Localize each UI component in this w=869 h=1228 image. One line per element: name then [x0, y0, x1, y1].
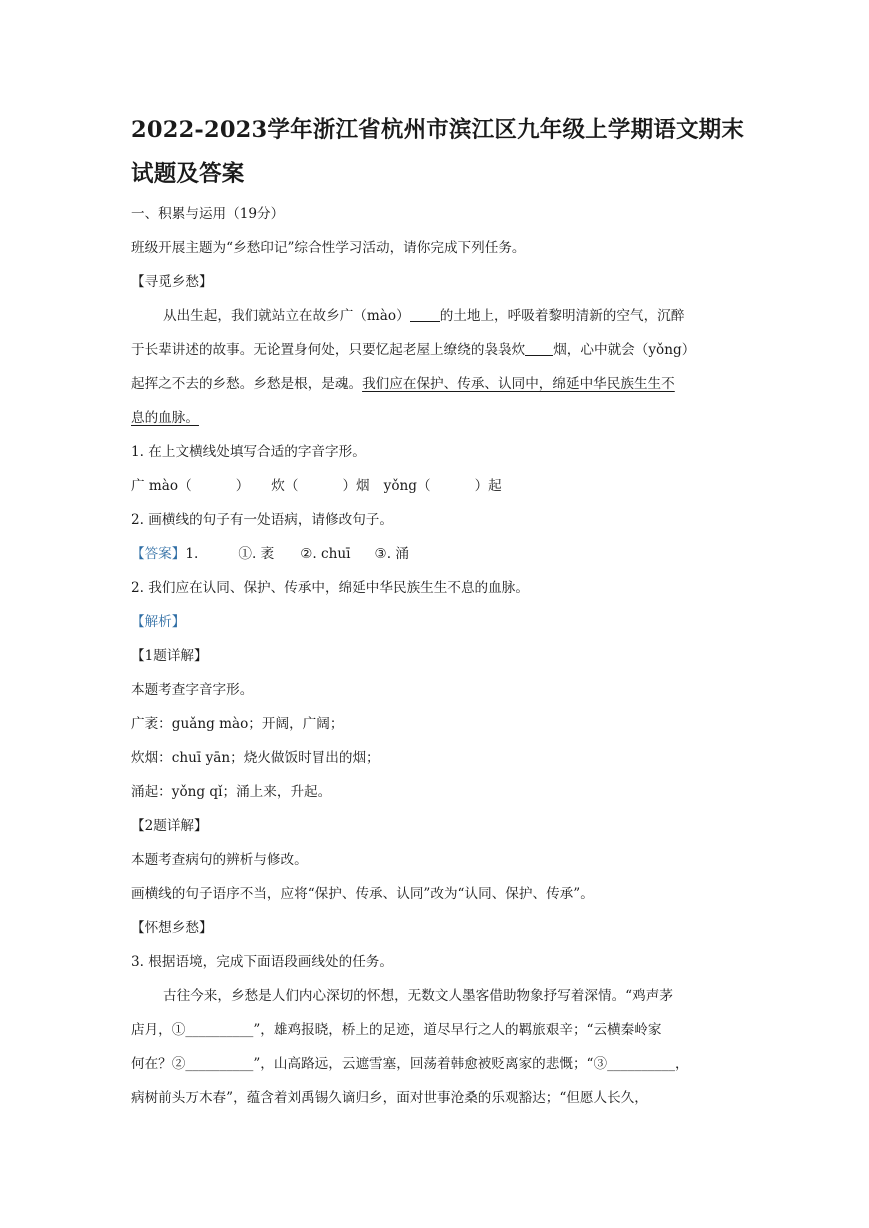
- fill-label: ）: [235, 478, 250, 494]
- passage-line-3: [131, 374, 675, 394]
- answer-line: [131, 544, 409, 564]
- question-1: 1. 在上文横线处填写合适的字音字形。: [131, 444, 366, 460]
- question-3: 3. 根据语境，完成下面语段画线处的任务。: [131, 954, 393, 970]
- fill-label: 炊（: [271, 478, 299, 494]
- passage-2-line-3: 何在？②__________”，山高路远，云遮雪塞，回荡着韩愈被贬离家的悲慨；“③__________，: [131, 1056, 689, 1072]
- detail-2-tag: 【2题详解】: [131, 818, 208, 834]
- detail-1-intro: 本题考查字音字形。: [131, 682, 254, 698]
- answer-tag: 【答案】: [131, 546, 186, 562]
- fill-label: ）起: [474, 478, 502, 494]
- answer-item: ③. 涌: [374, 546, 409, 562]
- answer-item: ①. 袤: [238, 546, 275, 562]
- intro-text: 班级开展主题为“乡愁印记”综合性学习活动，请你完成下列任务。: [131, 240, 526, 256]
- passage-text: 从出生起，我们就站立在故乡广（mào）: [163, 308, 410, 324]
- detail-1-item: 炊烟：chuī yān；烧火做饭时冒出的烟；: [131, 750, 380, 766]
- subheading-seek-nostalgia: 【寻觅乡愁】: [131, 274, 213, 290]
- passage-2-line-1: 古往今来，乡愁是人们内心深切的怀想，无数文人墨客借助物象抒写着深情。“鸡声茅: [163, 988, 673, 1004]
- fill-label: ）烟: [342, 478, 370, 494]
- passage-line-1: [163, 306, 684, 326]
- detail-1-item: 涌起：yǒng qǐ；涌上来，升起。: [131, 784, 332, 800]
- underlined-sentence: 我们应在保护、传承、认同中，绵延中华民族生生不: [362, 376, 675, 392]
- passage-2-line-2: 店月，①__________”，雄鸡报晓，桥上的足迹，道尽早行之人的羁旅艰辛；“云横秦岭家: [131, 1022, 662, 1038]
- document-title-line-2: 试题及答案: [131, 161, 245, 187]
- passage-text: 于长辈讲述的故事。无论置身何处，只要忆起老屋上缭绕的袅袅炊: [131, 342, 526, 358]
- question-1-fill-line: [131, 476, 502, 496]
- fill-blank: [525, 341, 553, 356]
- detail-1-item: 广袤：guǎng mào；开阔，广阔；: [131, 716, 344, 732]
- passage-2-line-4: 病树前头万木春”，蕴含着刘禹锡久谪归乡，面对世事沧桑的乐观豁达；“但愿人长久，: [131, 1090, 648, 1106]
- underlined-sentence-end: 息的血脉。: [131, 410, 199, 426]
- fill-label: 广 mào（: [131, 478, 192, 494]
- detail-2-intro: 本题考查病句的辨析与修改。: [131, 852, 308, 868]
- passage-text: 起挥之不去的乡愁。乡愁是根，是魂。: [131, 376, 363, 392]
- fill-blank: [410, 307, 440, 322]
- answer-2: 2. 我们应在认同、保护、传承中，绵延中华民族生生不息的血脉。: [131, 580, 529, 596]
- passage-line-4: [131, 408, 199, 428]
- passage-line-2: [131, 340, 695, 360]
- detail-2-text: 画横线的句子语序不当，应将“保护、传承、认同”改为“认同、保护、传承”。: [131, 886, 594, 902]
- fill-label: yǒng（: [383, 478, 431, 494]
- passage-text: 的土地上，呼吸着黎明清新的空气，沉醉: [439, 308, 685, 324]
- answer-item: ②. chuī: [300, 546, 351, 562]
- detail-1-tag: 【1题详解】: [131, 648, 208, 664]
- subheading-miss-nostalgia: 【怀想乡愁】: [131, 920, 213, 936]
- section-heading: 一、积累与运用（19分）: [131, 206, 285, 222]
- answer-number: 1.: [185, 546, 199, 562]
- analysis-tag: 【解析】: [131, 614, 186, 630]
- question-2: 2. 画横线的句子有一处语病，请修改句子。: [131, 512, 393, 528]
- passage-text: 烟，心中就会（yǒng）: [553, 342, 696, 358]
- document-title-line-1: 2022-2023学年浙江省杭州市滨江区九年级上学期语文期末: [131, 117, 745, 143]
